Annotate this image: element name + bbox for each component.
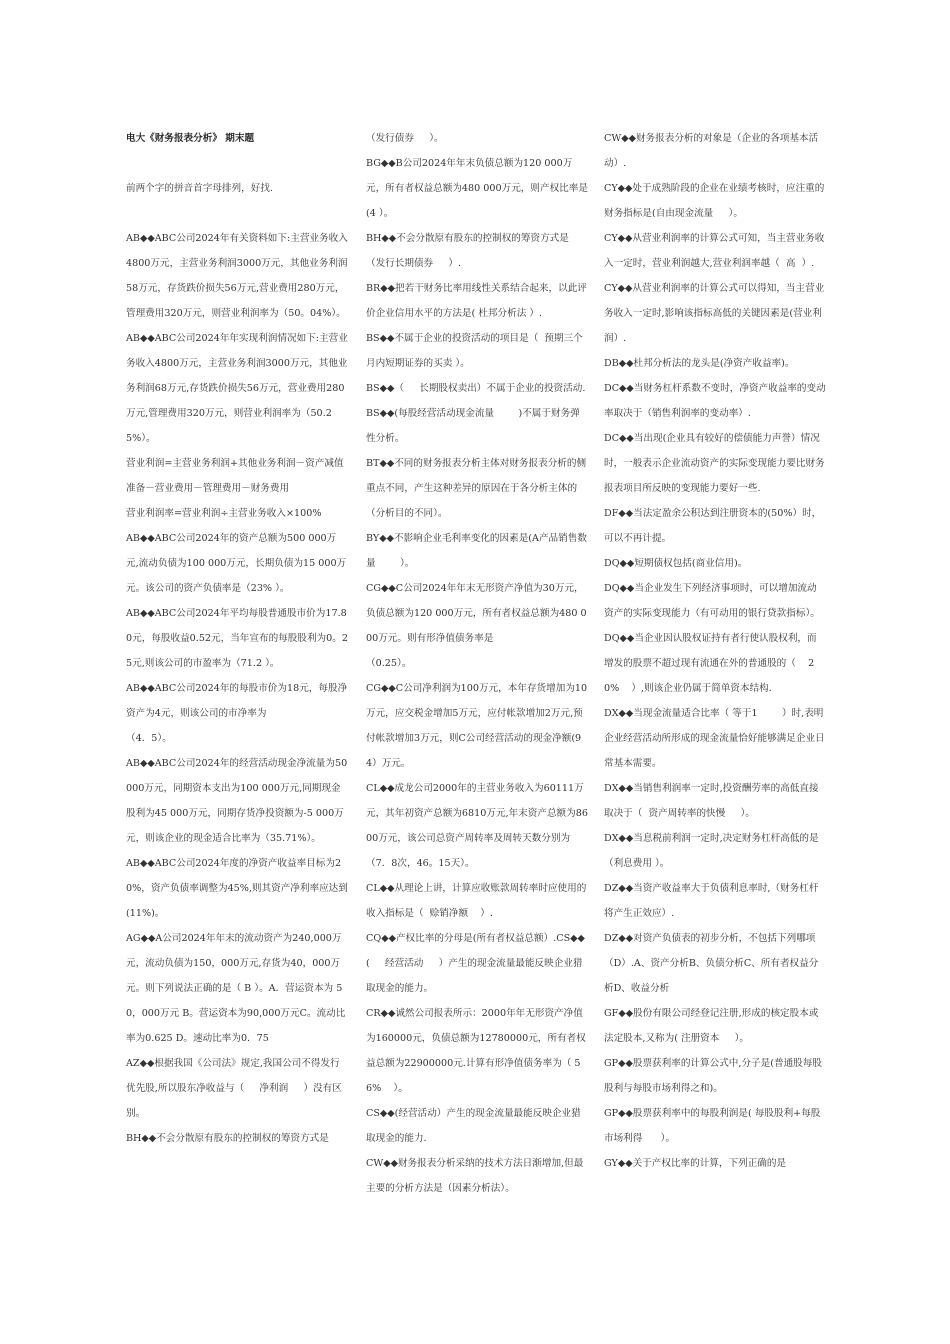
question-paragraph: CY◆◆从营业利润率的计算公式可知，当主营业务收入一定时，营业利润越大,营业利润率越（ 高 ）.: [604, 233, 825, 269]
question-paragraph: GP◆◆股票获利率的计算公式中,分子是(普通股每股股利与每股市场利得之和)。: [604, 1058, 822, 1094]
question-paragraph: CQ◆◆产权比率的分母是(所有者权益总额）.CS◆◆( 经营活动 ）产生的现金流量最能反映企业猎取现金的能力。: [366, 933, 585, 994]
question-paragraph: AB◆◆ABC公司2024年的经营活动现金净流量为50 000万元，同期资本支出为100 000万元,同期现金股利为45 000万元，同期存货净投资额为-5 000万元，则该企业的现金适合比率为（35.71%）。: [126, 758, 351, 844]
question-paragraph: CL◆◆从理论上讲，计算应收账款周转率时应使用的收入指标是（ 赊销净额 ）.: [366, 883, 587, 919]
question-paragraph: DC◆◆当财务杠杆系数不变时，净资产收益率的变动率取决于（销售利润率的变动率）.: [604, 383, 826, 419]
question-paragraph: BY◆◆不影响企业毛利率变化的因素是(A产品销售数量 ）。: [366, 533, 587, 569]
question-paragraph: DX◆◆当销售利润率一定时,投资酬劳率的高低直接取决于（ 资产周转率的快慢 ）。: [604, 783, 819, 819]
question-paragraph: （0.25）。: [366, 658, 412, 669]
question-paragraph: DF◆◆当法定盈余公积达到注册资本的(50%）时，可以不再计提。: [604, 508, 822, 544]
question-paragraph: AB◆◆ABC公司2024年年实现利润情况如下:主营业务收入4800万元，主营业务利润3000万元，其他业务利润68万元,存货跌价损失56万元，营业费用280万元,管理费用320万元，则营业利润率为（50.25%）。: [126, 333, 348, 444]
question-paragraph: AB◆◆ABC公司2024年平均每股普通股市价为17.80元，每股收益0.52元，当年宣布的每股股利为0。25元,则该公司的市盈率为（71.2 ）。: [126, 608, 348, 669]
question-paragraph: 前两个字的拼音首字母排列，好找.: [126, 183, 273, 194]
question-paragraph: CY◆◆从营业利润率的计算公式可以得知，当主营业务收入一定时,影响该指标高低的关键因素是(营业利润）.: [604, 283, 825, 344]
question-paragraph: DB◆◆杜邦分析法的龙头是(净资产收益率)。: [604, 358, 795, 369]
question-paragraph: BS◆◆(每股经营活动现金流量 )不属于财务弹性分析。: [366, 408, 580, 444]
question-paragraph: CW◆◆财务报表分析的对象是（企业的各项基本活动）.: [604, 133, 819, 169]
question-paragraph: CG◆◆C公司2024年年末无形资产净值为30万元，负债总额为120 000万元，所有者权益总额为480 000万元。则有形净值债务率是: [366, 583, 587, 644]
question-paragraph: DQ◆◆短期债权包括(商业信用)。: [604, 558, 748, 569]
question-paragraph: CL◆◆成龙公司2000年的主营业务收入为60111万元，其年初资产总额为6810万元,年末资产总额为8600万元，该公司总资产周转率及周转天数分别为（7．8次，46。15天）。: [366, 783, 588, 869]
question-paragraph: AB◆◆ABC公司2024年的资产总额为500 000万元,流动负债为100 000万元，长期负债为15 000万元。该公司的资产负债率是（23% ）。: [126, 533, 347, 594]
paragraph-spacer: [126, 201, 348, 226]
question-paragraph: CS◆◆(经营活动）产生的现金流量最能反映企业猎取现金的能力.: [366, 1108, 581, 1144]
question-paragraph: DQ◆◆当企业因认股权证持有者行使认股权利，而增发的股票不超过现有流通在外的普通股的（ 20% ）,则该企业仍属于简单资本结构.: [604, 633, 817, 694]
question-paragraph: AB◆◆ABC公司2024年度的净资产收益率目标为20%，资产负债率调整为45%,则其资产净利率应达到(11%)。: [126, 858, 348, 919]
question-paragraph: 营业利润=主营业务利润+其他业务利润－资产减值准备－营业费用－管理费用－财务费用: [126, 458, 344, 494]
question-paragraph: AG◆◆A公司2024年年末的流动资产为240,000万元，流动负债为150，000万元,存货为40，000万元。则下列说法正确的是（ B ）。A．营运资本为 50，000万元 B。营运资本为90,000万元C。流动比率为0.625 D。速动比率为0．75: [126, 933, 346, 1044]
paragraph-spacer: [126, 151, 348, 176]
column-right: [604, 126, 826, 1176]
question-paragraph: CG◆◆C公司净利润为100万元，本年存货增加为10万元，应交税金增加5万元，应付帐款增加2万元,预付帐款增加3万元，则C公司经营活动的现金净额(94）万元。: [366, 683, 588, 769]
question-paragraph: AB◆◆ABC公司2024年的每股市价为18元，每股净资产为4元，则该公司的市净率为: [126, 683, 348, 719]
question-paragraph: BH◆◆不会分散原有股东的控制权的筹资方式是（发行长期债券 ）.: [366, 233, 569, 269]
question-paragraph: BS◆◆不属于企业的投资活动的项目是（ 预期三个月内短期证券的买卖 ）。: [366, 333, 583, 369]
question-paragraph: DX◆◆当现金流量适合比率（ 等于1 ）时,表明企业经营活动所形成的现金流量恰好能够满足企业日常基本需要。: [604, 708, 825, 769]
question-paragraph: AB◆◆ABC公司2024年有关资料如下:主营业务收入4800万元，主营业务利润3000万元，其他业务利润58万元，存货跌价损失56万元,营业费用280万元，管理费用320万元，则营业利润率为（50。04%）。: [126, 233, 348, 319]
question-paragraph: （发行债券 ）。: [366, 133, 444, 144]
question-paragraph: BT◆◆不同的财务报表分析主体对财务报表分析的侧重点不同，产生这种差异的原因在于各分析主体的（分析目的不同）。: [366, 458, 587, 519]
question-paragraph: DQ◆◆当企业发生下列经济事项时，可以增加流动资产的实际变现能力（有可动用的银行贷款指标）。: [604, 583, 820, 619]
question-paragraph: AZ◆◆根据我国《公司法》规定,我国公司不得发行优先股,所以股东净收益与（ 净利润 ）没有区别。: [126, 1058, 342, 1119]
question-paragraph: BR◆◆把若干财务比率用线性关系结合起来，以此评价企业信用水平的方法是( 杜邦分析法 ）.: [366, 283, 587, 319]
question-paragraph: DX◆◆当息税前利润一定时,决定财务杠杆高低的是（利息费用 ）。: [604, 833, 819, 869]
column-left: [126, 126, 351, 1151]
question-paragraph: BS◆◆（ 长期股权卖出）不属于企业的投资活动.: [366, 383, 586, 394]
question-paragraph: CY◆◆处于成熟阶段的企业在业绩考核时，应注重的财务指标是(自由现金流量 ）。: [604, 183, 825, 219]
question-paragraph: GF◆◆股份有限公司经登记注册,形成的核定股本或法定股本,又称为( 注册资本 ）。: [604, 1008, 819, 1044]
question-paragraph: DZ◆◆对资产负债表的初步分析，不包括下列哪项（D）.A、资产分析B、负债分析C、所有者权益分析D、收益分析: [604, 933, 819, 994]
question-paragraph: 营业利润率=营业利润÷主营业务收入×100%: [126, 508, 322, 519]
document-title: 电大《财务报表分析》 期末题: [126, 133, 255, 144]
question-paragraph: BG◆◆B公司2024年年末负债总额为120 000万元，所有者权益总额为480 000万元，则产权比率是(4 ）。: [366, 158, 588, 219]
question-paragraph: BH◆◆不会分散原有股东的控制权的筹资方式是: [126, 1133, 329, 1144]
question-paragraph: DC◆◆当出现(企业具有较好的偿债能力声誉）情况时，一般表示企业流动资产的实际变现能力要比财务报表项目所反映的变现能力要好一些.: [604, 433, 825, 494]
question-paragraph: （4．5）。: [126, 733, 172, 744]
question-paragraph: GP◆◆股票获利率中的每股利润是( 每股股利+每股市场利得 ）。: [604, 1108, 821, 1144]
question-paragraph: DZ◆◆当资产收益率大于负债利息率时,（财务杠杆将产生正效应）.: [604, 883, 819, 919]
column-middle: [366, 126, 588, 1201]
question-paragraph: GY◆◆关于产权比率的计算，下列正确的是: [604, 1158, 787, 1169]
question-paragraph: CR◆◆诚然公司报表所示：2000年年无形资产净值为160000元，负债总额为12780000元，所有者权益总额为22900000元.计算有形净值债务率为（ 56% ）。: [366, 1008, 586, 1094]
question-paragraph: CW◆◆财务报表分析采纳的技术方法日渐增加,但最主要的分析方法是（因素分析法）。: [366, 1158, 584, 1194]
